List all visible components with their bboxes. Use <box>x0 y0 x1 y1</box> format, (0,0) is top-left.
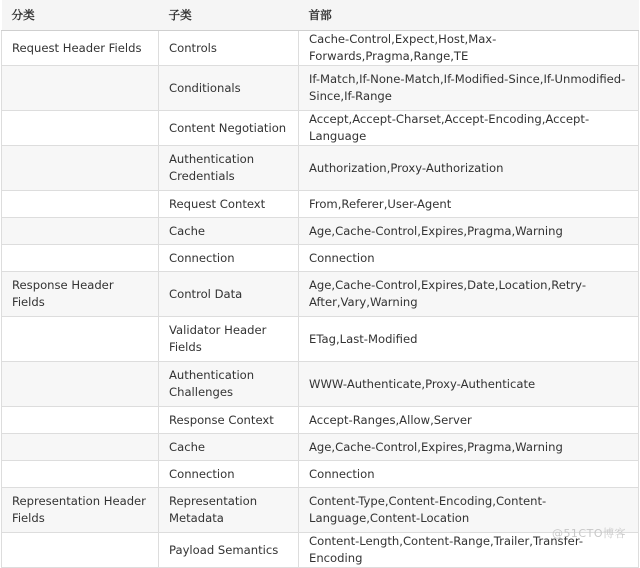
fields-cell: WWW-Authenticate,Proxy-Authenticate <box>299 362 639 407</box>
fields-cell: Age,Cache-Control,Expires,Date,Location,Retry-After,Vary,Warning <box>299 272 639 317</box>
subcategory-cell: Conditionals <box>159 66 299 111</box>
subcategory-cell: Request Context <box>159 191 299 218</box>
category-cell: Representation Header Fields <box>2 488 159 533</box>
table-row <box>2 245 639 272</box>
category-cell <box>2 245 159 272</box>
table-row <box>2 146 639 191</box>
category-cell <box>2 434 159 461</box>
fields-cell: Content-Length,Content-Range,Trailer,Transfer-Encoding <box>299 533 639 568</box>
column-header-category: 分类 <box>2 0 159 31</box>
table-row <box>2 317 639 362</box>
table-row <box>2 434 639 461</box>
category-cell <box>2 146 159 191</box>
category-cell: Response Header Fields <box>2 272 159 317</box>
subcategory-cell: Validator Header Fields <box>159 317 299 362</box>
subcategory-cell: Control Data <box>159 272 299 317</box>
subcategory-cell: Connection <box>159 461 299 488</box>
category-cell <box>2 191 159 218</box>
table-row <box>2 488 639 533</box>
subcategory-cell: Payload Semantics <box>159 533 299 568</box>
fields-cell: Accept-Ranges,Allow,Server <box>299 407 639 434</box>
column-header-subcategory: 子类 <box>159 0 299 31</box>
table-header-row <box>2 0 639 31</box>
category-cell <box>2 218 159 245</box>
subcategory-cell: Response Context <box>159 407 299 434</box>
category-cell <box>2 407 159 434</box>
fields-cell: Age,Cache-Control,Expires,Pragma,Warning <box>299 434 639 461</box>
table-row <box>2 111 639 146</box>
table-row <box>2 362 639 407</box>
fields-cell: Age,Cache-Control,Expires,Pragma,Warning <box>299 218 639 245</box>
category-cell: Request Header Fields <box>2 31 159 66</box>
fields-cell: Connection <box>299 245 639 272</box>
table-row <box>2 533 639 568</box>
subcategory-cell: Authentication Challenges <box>159 362 299 407</box>
fields-cell: Connection <box>299 461 639 488</box>
subcategory-cell: Cache <box>159 434 299 461</box>
table-row <box>2 191 639 218</box>
category-cell <box>2 317 159 362</box>
subcategory-cell: Content Negotiation <box>159 111 299 146</box>
subcategory-cell: Representation Metadata <box>159 488 299 533</box>
fields-cell: ETag,Last-Modified <box>299 317 639 362</box>
subcategory-cell: Authentication Credentials <box>159 146 299 191</box>
category-cell <box>2 533 159 568</box>
table-row <box>2 31 639 66</box>
table-row <box>2 272 639 317</box>
table-row <box>2 66 639 111</box>
subcategory-cell: Controls <box>159 31 299 66</box>
subcategory-cell: Connection <box>159 245 299 272</box>
subcategory-cell: Cache <box>159 218 299 245</box>
table-row <box>2 407 639 434</box>
fields-cell: If-Match,If-None-Match,If-Modified-Since,If-Unmodified-Since,If-Range <box>299 66 639 111</box>
fields-cell: Accept,Accept-Charset,Accept-Encoding,Accept-Language <box>299 111 639 146</box>
table-row <box>2 461 639 488</box>
watermark: @51CTO博客 <box>551 527 626 540</box>
http-header-table <box>1 0 639 568</box>
table-row <box>2 218 639 245</box>
fields-cell: Authorization,Proxy-Authorization <box>299 146 639 191</box>
fields-cell: Content-Type,Content-Encoding,Content-Language,Content-Location <box>299 488 639 533</box>
fields-cell: From,Referer,User-Agent <box>299 191 639 218</box>
category-cell <box>2 111 159 146</box>
category-cell <box>2 362 159 407</box>
category-cell <box>2 66 159 111</box>
category-cell <box>2 461 159 488</box>
fields-cell: Cache-Control,Expect,Host,Max-Forwards,Pragma,Range,TE <box>299 31 639 66</box>
column-header-fields: 首部 <box>299 0 639 31</box>
